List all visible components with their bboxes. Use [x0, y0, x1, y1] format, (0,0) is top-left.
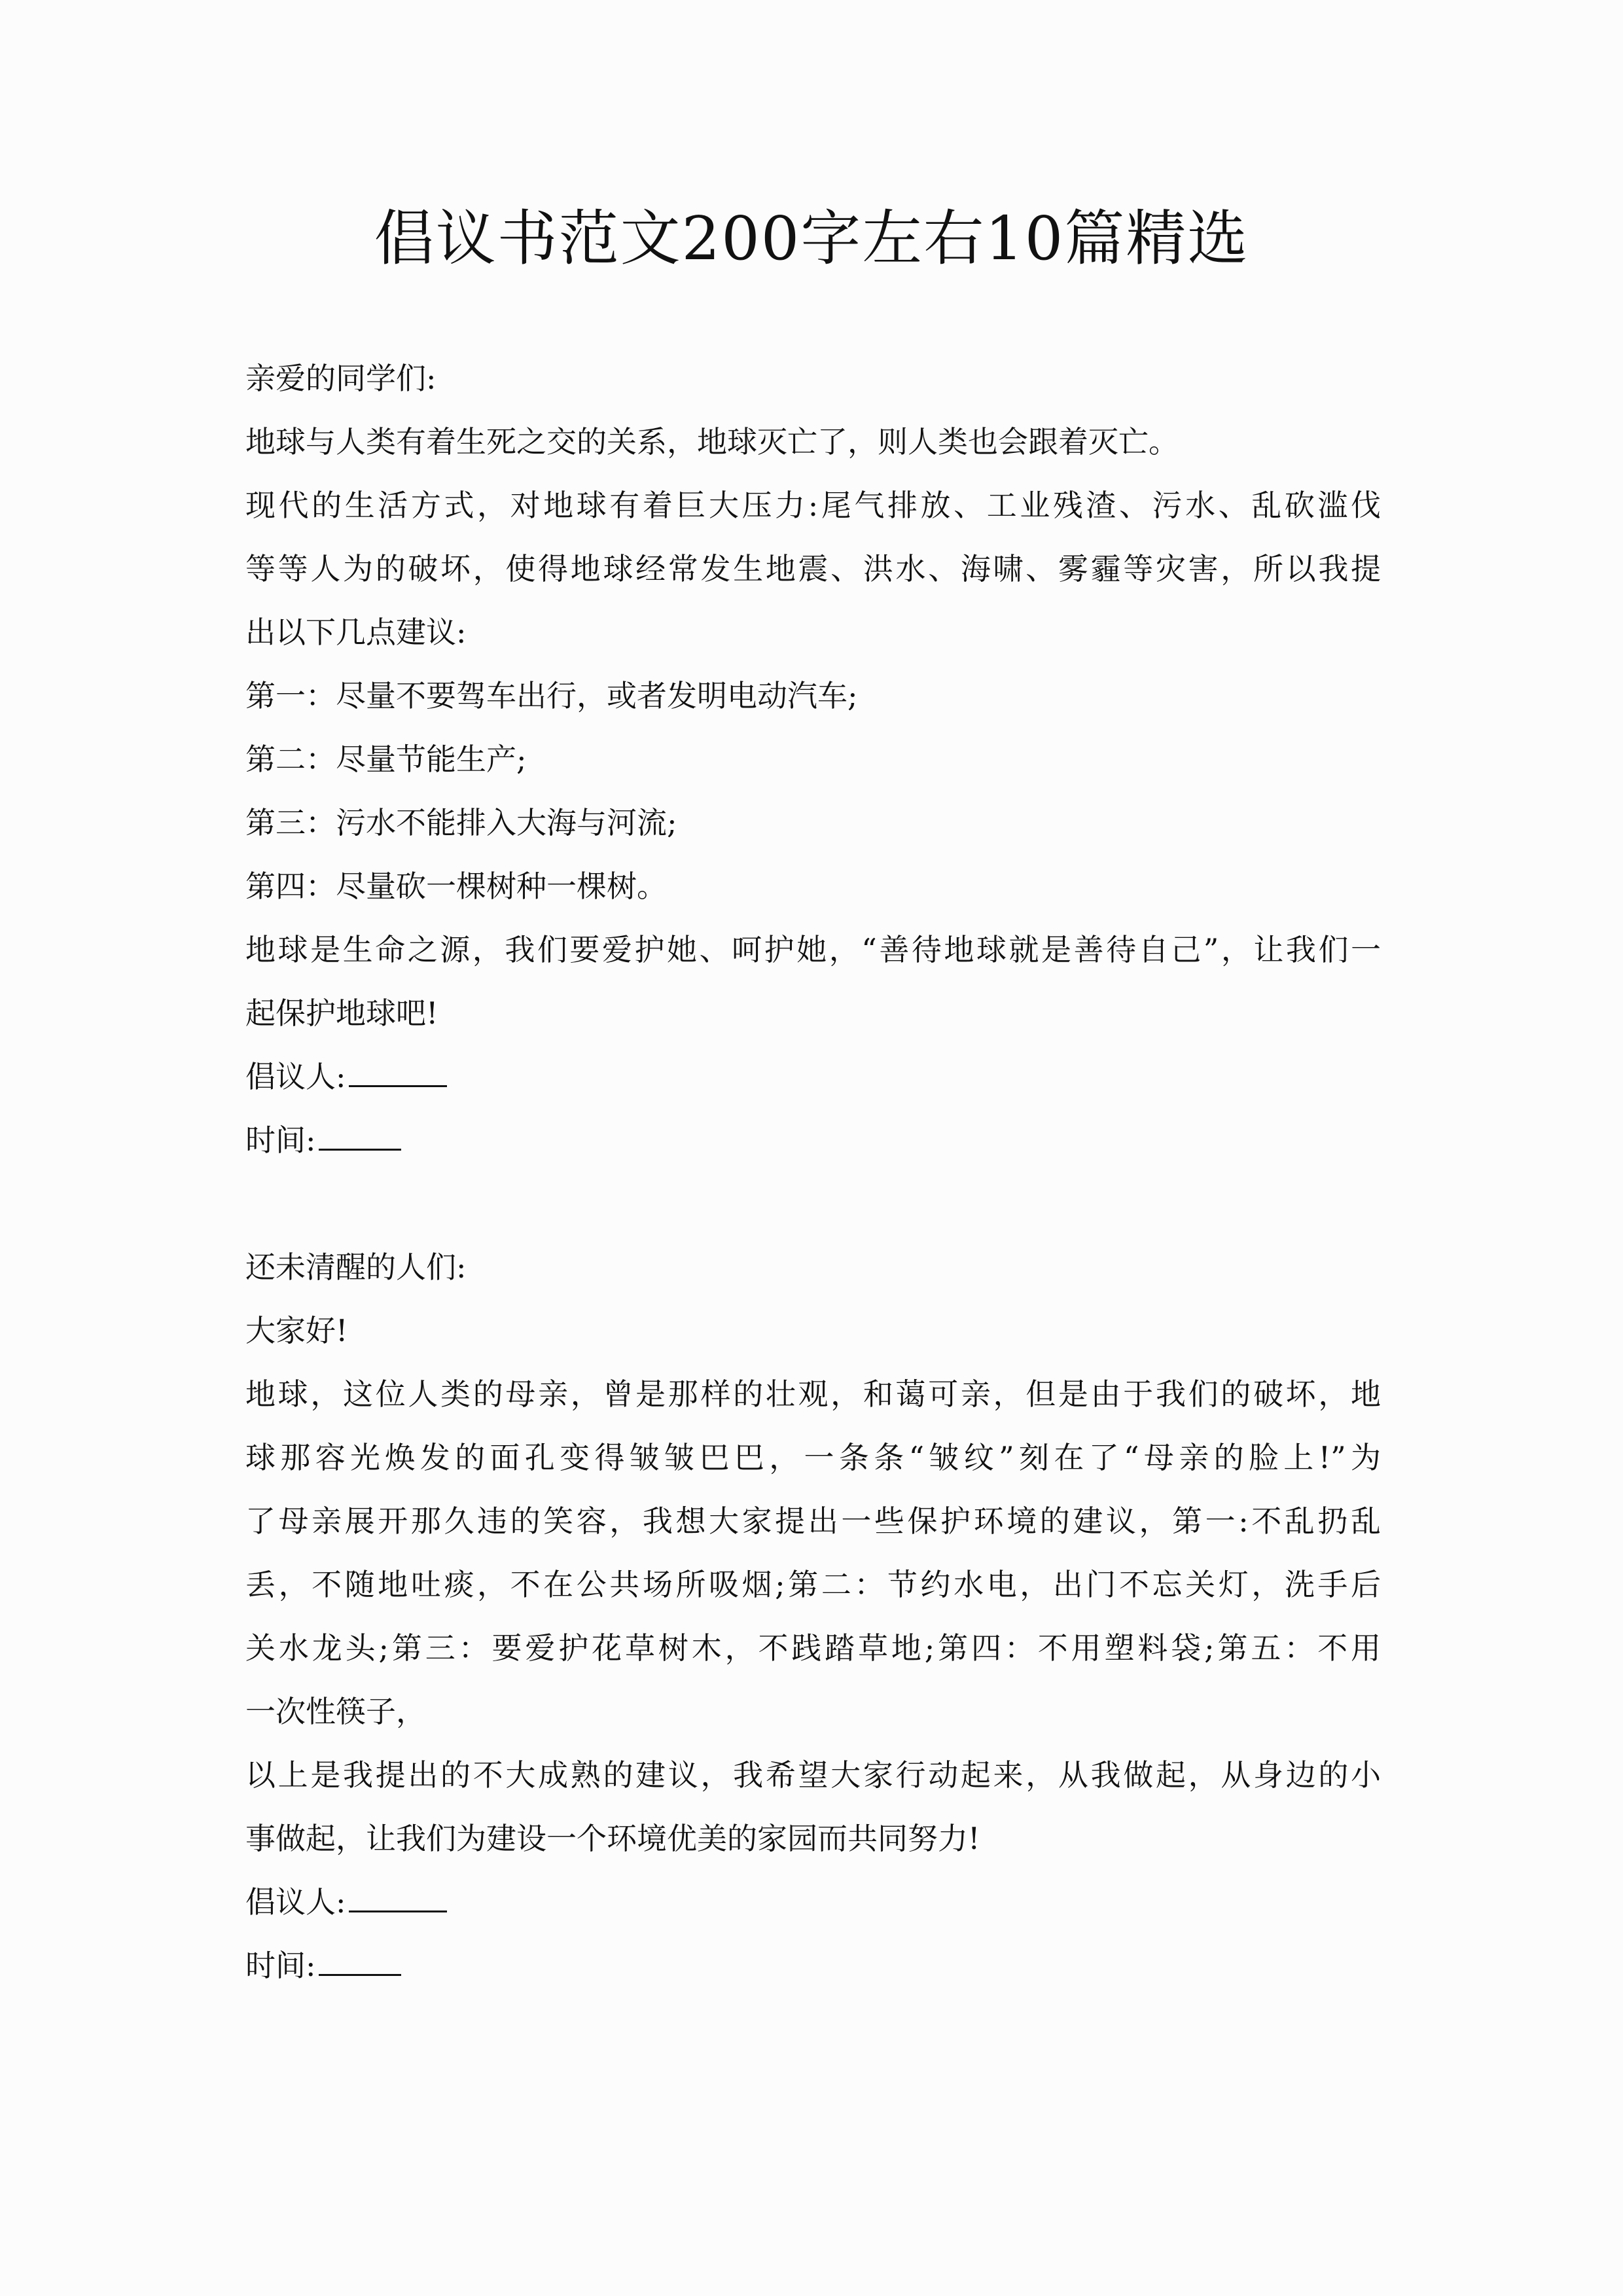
- document-body: [245, 347, 1381, 1998]
- letter-separator: [245, 1172, 1381, 1236]
- signature-label: 倡议人:: [245, 1884, 346, 1920]
- paragraph-line: 一次性筷子，: [245, 1694, 426, 1729]
- greeting-line: 大家好!: [245, 1313, 348, 1348]
- letter-1: [245, 347, 1381, 1172]
- paragraph-line: 了母亲展开那久违的笑容，我想大家提出一些保护环境的建议，第一:不乱扔乱: [245, 1503, 1381, 1539]
- date-label: 时间:: [245, 1122, 316, 1158]
- paragraph-line: 起保护地球吧!: [245, 996, 438, 1031]
- paragraph-line: 球那容光焕发的面孔变得皱皱巴巴，一条条“皱纹”刻在了“母亲的脸上!”为: [245, 1440, 1381, 1475]
- letter-2: [245, 1236, 1381, 1998]
- signature-line: [245, 1871, 1381, 1934]
- paragraph-line: 地球是生命之源，我们要爱护她、呵护她，“善待地球就是善待自己”，让我们一: [245, 932, 1381, 967]
- document-title: 倡议书范文200字左右10篇精选: [374, 204, 1249, 274]
- paragraph-line: 以上是我提出的不大成熟的建议，我希望大家行动起来，从我做起，从身边的小: [245, 1757, 1381, 1793]
- paragraph-line: 关水龙头;第三：要爱护花草树木，不践踏草地;第四：不用塑料袋;第五：不用: [245, 1630, 1381, 1666]
- signature-line: [245, 1045, 1381, 1109]
- paragraph-line: 地球，这位人类的母亲，曾是那样的壮观，和蔼可亲，但是由于我们的破坏，地: [245, 1376, 1381, 1412]
- suggestion-item: 第四：尽量砍一棵树种一棵树。: [245, 869, 667, 904]
- signature-label: 倡议人:: [245, 1059, 346, 1094]
- paragraph-line: 事做起，让我们为建设一个环境优美的家园而共同努力!: [245, 1821, 980, 1856]
- date-label: 时间:: [245, 1948, 316, 1983]
- date-blank: [319, 1950, 401, 1976]
- letter-salutation: 还未清醒的人们:: [245, 1249, 467, 1285]
- signature-blank: [349, 1887, 447, 1912]
- date-line: [245, 1109, 1381, 1172]
- paragraph-line: 现代的生活方式，对地球有着巨大压力:尾气排放、工业残渣、污水、乱砍滥伐: [245, 488, 1381, 523]
- paragraph-line: 等等人为的破坏，使得地球经常发生地震、洪水、海啸、雾霾等灾害，所以我提: [245, 551, 1381, 586]
- signature-blank: [349, 1062, 447, 1087]
- suggestion-item: 第二：尽量节能生产;: [245, 742, 527, 777]
- suggestion-item: 第一：尽量不要驾车出行，或者发明电动汽车;: [245, 678, 858, 713]
- letter-salutation: 亲爱的同学们:: [245, 361, 437, 396]
- date-line: [245, 1934, 1381, 1998]
- paragraph-line: 出以下几点建议:: [245, 615, 467, 650]
- date-blank: [319, 1125, 401, 1151]
- paragraph-line: 丢，不随地吐痰，不在公共场所吸烟;第二：节约水电，出门不忘关灯，洗手后: [245, 1567, 1381, 1602]
- paragraph-line: 地球与人类有着生死之交的关系，地球灭亡了，则人类也会跟着灭亡。: [245, 424, 1179, 459]
- suggestion-item: 第三：污水不能排入大海与河流;: [245, 805, 677, 840]
